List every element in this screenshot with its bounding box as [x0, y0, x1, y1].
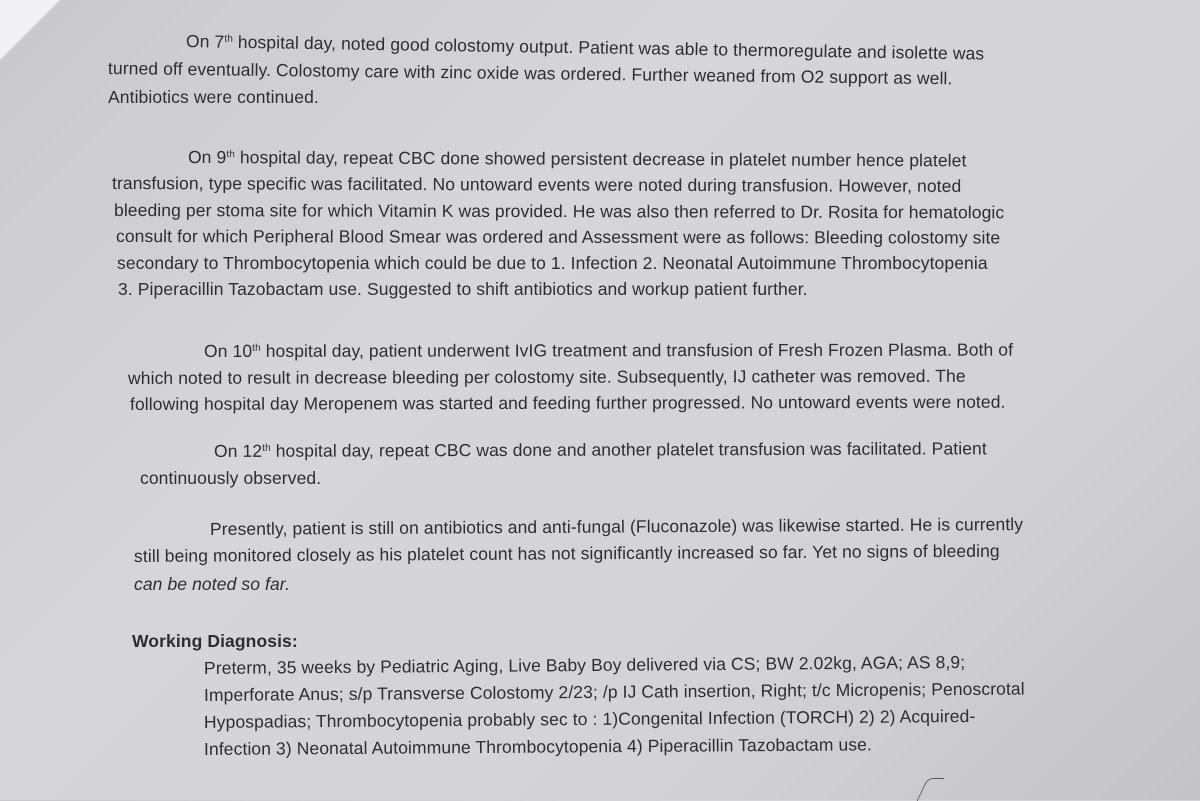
diagnosis-line: Infection 3) Neonatal Autoimmune Thrombocytopenia 4) Piperacillin Tazobactam use. [203, 734, 873, 759]
diagnosis-line: Imperforate Anus; s/p Transverse Colostomy 2/23; /p IJ Cath insertion, Right; t/c Micropenis; Penoscrotal [203, 678, 1025, 705]
paragraph-line: continuously observed. [140, 468, 322, 488]
paragraph-line: which noted to result in decrease bleeding per colostomy site. Subsequently, IJ catheter was removed. The [127, 365, 966, 388]
paragraph-line: turned off eventually. Colostomy care with zinc oxide was ordered. Further weaned from O2 support as well. [107, 58, 953, 89]
paragraph-line: On 12th hospital day, repeat CBC was done and another platelet transfusion was facilitated. Patient [213, 438, 987, 461]
diagnosis-line: Preterm, 35 weeks by Pediatric Aging, Live Baby Boy delivered via CS; BW 2.02kg, AGA; AS 8,9; [203, 652, 966, 678]
paragraph-line: On 9th hospital day, repeat CBC done showed persistent decrease in platelet number hence platelet [187, 147, 967, 171]
paragraph-line: bleeding per stoma site for which Vitamin K was provided. He was also then referred to Dr. Rosita for hematologic [113, 200, 1005, 223]
paragraph-line: still being monitored closely as his platelet count has not significantly increased so far. Yet no signs of bleeding [133, 540, 1000, 566]
paragraph-line: transfusion, type specific was facilitated. No untoward events were noted during transfusion. However, noted [111, 173, 962, 196]
paragraph-line: On 7th hospital day, noted good colostomy output. Patient was able to thermoregulate and isolette was [185, 31, 985, 64]
paragraph-line: Presently, patient is still on antibiotics and anti-fungal (Fluconazole) was likewise started. He is currently [209, 514, 1024, 539]
diagnosis-line: Hypospadias; Thrombocytopenia probably sec to : 1)Congenital Infection (TORCH) 2) 2) Acquired- [203, 705, 976, 732]
paragraph-line: Antibiotics were continued. [108, 87, 319, 107]
paragraph-line: On 10th hospital day, patient underwent IvIG treatment and transfusion of Fresh Frozen Plasma. Both of [203, 339, 1014, 361]
paragraph-line: can be noted so far. [134, 574, 291, 594]
working-diagnosis-heading: Working Diagnosis: [132, 631, 298, 651]
pen-mark [917, 778, 945, 801]
paragraph-line: secondary to Thrombocytopenia which could be due to 1. Infection 2. Neonatal Autoimmune Thrombocytopenia [117, 253, 988, 273]
paragraph-line: following hospital day Meropenem was started and feeding further progressed. No untoward events were noted. [129, 391, 1006, 414]
paragraph-line: 3. Piperacillin Tazobactam use. Suggested to shift antibiotics and workup patient further. [118, 279, 808, 299]
paragraph-line: consult for which Peripheral Blood Smear was ordered and Assessment were as follows: Bleeding colostomy site [115, 226, 1001, 248]
